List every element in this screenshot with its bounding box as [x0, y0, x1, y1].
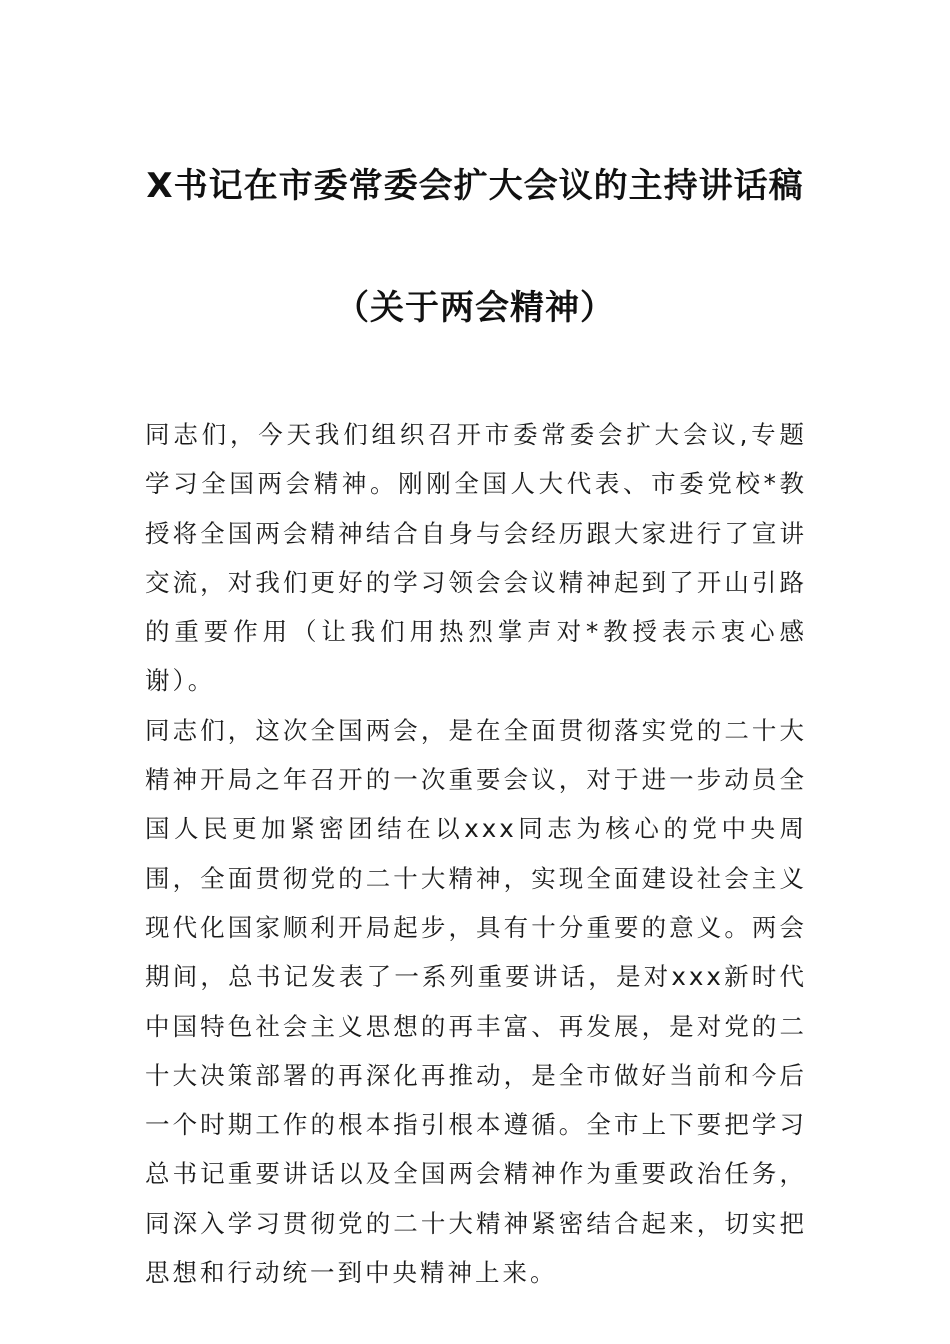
- document-subtitle: （关于两会精神）: [335, 288, 615, 328]
- document-title: X书记在市委常委会扩大会议的主持讲话稿: [146, 166, 804, 206]
- paragraph-1: 同志们，今天我们组织召开市委常委会扩大会议,专题学习全国两会精神。刚刚全国人大代表、市委党校*教授将全国两会精神结合自身与会经历跟大家进行了宣讲交流，对我们更好的学习领会会议精神起到了开山引路的重要作用（让我们用热烈掌声对*教授表示衷心感谢）。: [145, 420, 807, 696]
- document-body: [145, 410, 807, 1297]
- paragraph-2: 同志们，这次全国两会，是在全面贯彻落实党的二十大精神开局之年召开的一次重要会议，对于进一步动员全国人民更加紧密团结在以xxx同志为核心的党中央周围，全面贯彻党的二十大精神，实现全面建设社会主义现代化国家顺利开局起步，具有十分重要的意义。两会期间，总书记发表了一系列重要讲话，是对xxx新时代中国特色社会主义思想的再丰富、再发展，是对党的二十大决策部署的再深化再推动，是全市做好当前和今后一个时期工作的根本指引根本遵循。全市上下要把学习总书记重要讲话以及全国两会精神作为重要政治任务，同深入学习贯彻党的二十大精神紧密结合起来，切实把思想和行动统一到中央精神上来。: [145, 715, 807, 1288]
